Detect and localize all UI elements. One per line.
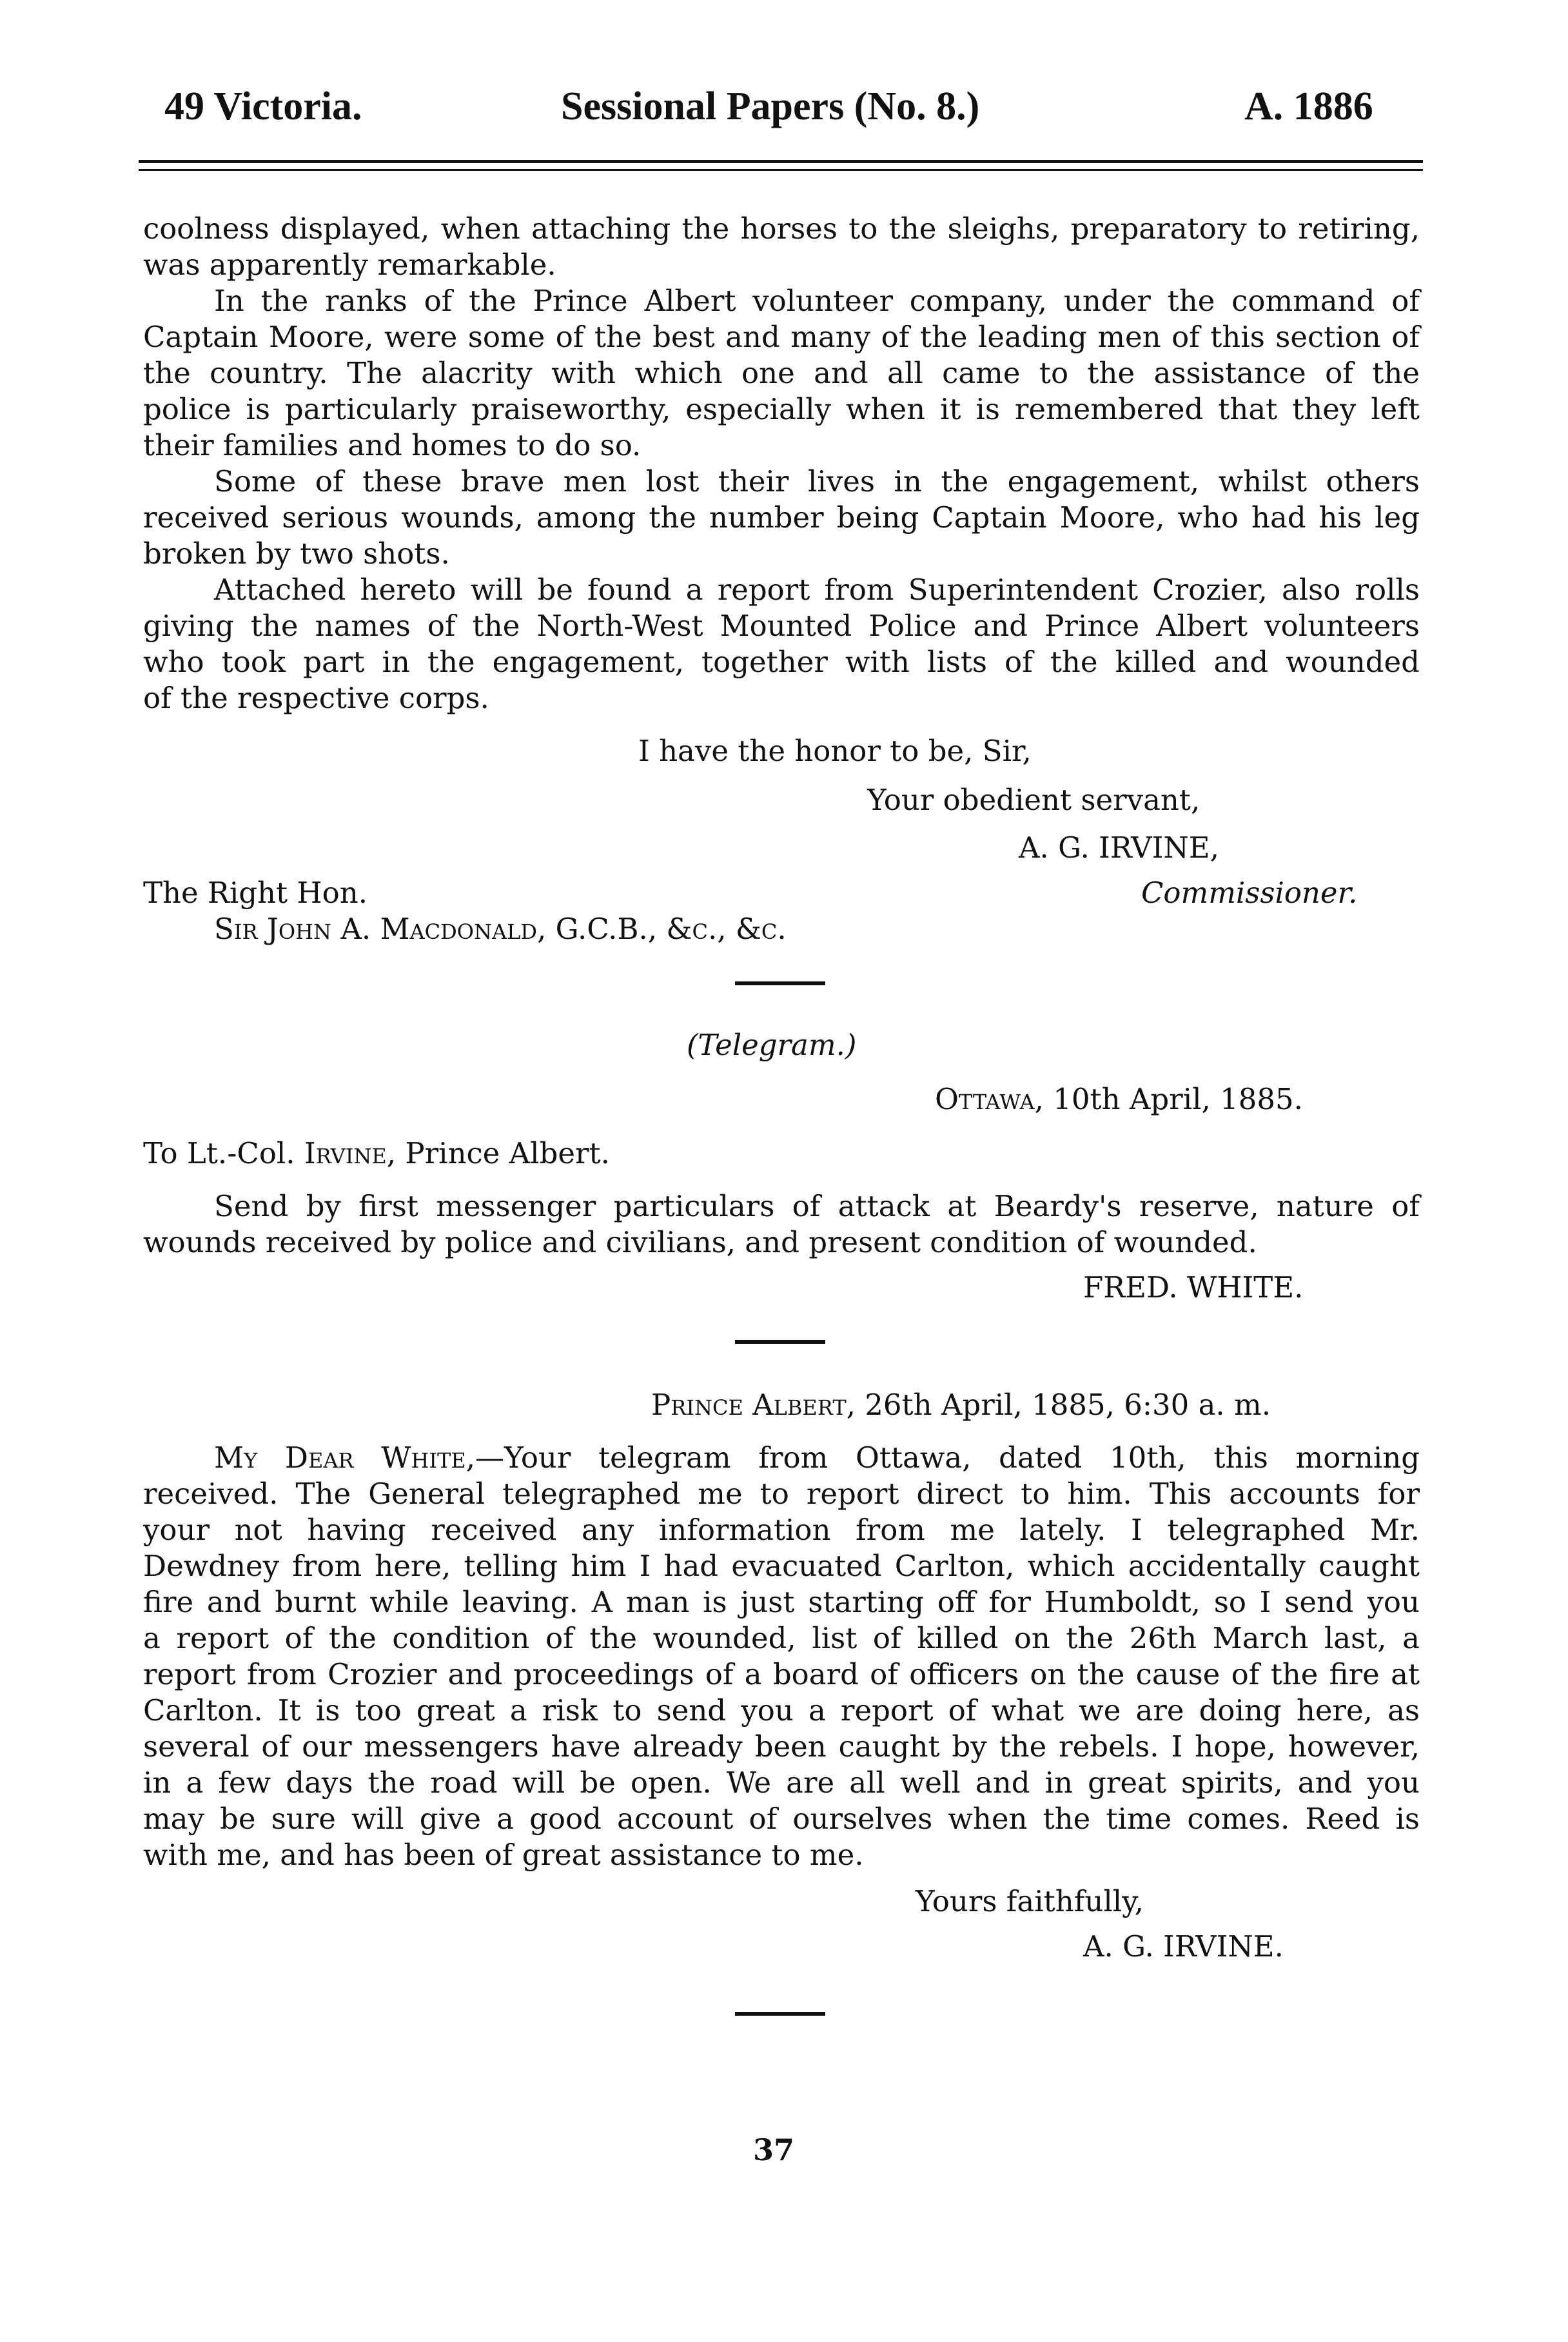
- letter2-closing: Yours faithfully,: [916, 1884, 1144, 1918]
- header-year: A. 1886: [1244, 84, 1373, 128]
- telegram-recipient: [143, 1135, 610, 1172]
- letter2-body-line: in a few days the road will be open. We are all well and in great spirits, and you: [143, 1766, 1420, 1800]
- letter2-date: 26th April, 1885, 6:30 a. m.: [855, 1388, 1271, 1422]
- letter1-para4-line: who took part in the engagement, together with lists of the killed and wounded: [143, 645, 1420, 679]
- letter2-signature: A. G. IRVINE.: [1083, 1929, 1284, 1963]
- header-title: Sessional Papers (No. 8.): [561, 84, 980, 128]
- letter1-para2-line: In the ranks of the Prince Albert volunteer company, under the command of: [214, 284, 1420, 318]
- section-separator: [735, 2012, 825, 2016]
- letter1-para3-line: received serious wounds, among the number being Captain Moore, who had his leg: [143, 500, 1420, 535]
- letter1-para4-line: giving the names of the North-West Mounted Police and Prince Albert volunteers: [143, 609, 1420, 643]
- header-rule-top: [139, 160, 1423, 163]
- letter1-para2-line: the country. The alacrity with which one and all came to the assistance of the: [143, 356, 1420, 390]
- letter1-closing-servant: Your obedient servant,: [867, 783, 1200, 817]
- letter1-para2-line: their families and homes to do so.: [143, 428, 642, 462]
- header-volume: 49 Victoria.: [164, 84, 362, 128]
- telegram-dateline: [935, 1081, 1303, 1117]
- letter1-signature: A. G. IRVINE,: [1019, 831, 1219, 865]
- letter1-closing: I have the honor to be, Sir,: [638, 734, 1032, 768]
- section-separator: [735, 1340, 825, 1344]
- telegram-body-line: wounds received by police and civilians, and present condition of wounded.: [143, 1225, 1257, 1259]
- letter1-addressee-name: Sir John A. Macdonald, G.C.B., &c., &c.: [214, 912, 787, 946]
- telegram-to-name: Irvine,: [304, 1136, 397, 1170]
- header-rule-bottom: [139, 169, 1423, 171]
- letter1-para2-line: Captain Moore, were some of the best and many of the leading men of this section of: [143, 320, 1420, 354]
- letter1-para3-line: Some of these brave men lost their lives in the engagement, whilst others: [214, 464, 1420, 498]
- telegram-date: 10th April, 1885.: [1043, 1082, 1303, 1116]
- letter1-signatory-title: Commissioner.: [1141, 876, 1358, 910]
- telegram-place: Ottawa,: [935, 1082, 1044, 1116]
- letter2-body-line: your not having received any information from me lately. I telegraphed Mr.: [143, 1513, 1420, 1547]
- letter2-body-line: Carlton. It is too great a risk to send you a report of what we are doing here, as: [143, 1693, 1420, 1727]
- telegram-signature: FRED. WHITE.: [1083, 1270, 1304, 1304]
- telegram-to-prefix: To Lt.-Col.: [143, 1136, 304, 1170]
- letter2-place: Prince Albert,: [651, 1388, 856, 1422]
- letter2-body-line: Dewdney from here, telling him I had evacuated Carlton, which accidentally caught: [143, 1549, 1420, 1583]
- section-separator: [735, 981, 825, 985]
- telegram-to-suffix: Prince Albert.: [396, 1136, 610, 1170]
- letter2-salutation: My Dear White,: [214, 1441, 476, 1475]
- letter2-body-line: may be sure will give a good account of ourselves when the time comes. Reed is: [143, 1802, 1420, 1836]
- letter2-body-line: several of our messengers have already been caught by the rebels. I hope, however,: [143, 1729, 1420, 1764]
- letter1-para4-line: of the respective corps.: [143, 681, 489, 715]
- letter1-continuation-line: coolness displayed, when attaching the horses to the sleighs, preparatory to retiring,: [143, 212, 1420, 246]
- letter2-body-line: fire and burnt while leaving. A man is just starting off for Humboldt, so I send you: [143, 1585, 1420, 1619]
- letter1-continuation-line: was apparently remarkable.: [143, 248, 556, 282]
- letter1-para4-line: Attached hereto will be found a report from Superintendent Crozier, also rolls: [214, 573, 1420, 607]
- letter2-first-text: —Your telegram from Ottawa, dated 10th, this morning: [475, 1441, 1420, 1475]
- telegram-heading: (Telegram.): [687, 1028, 857, 1062]
- letter2-first-line: [214, 1439, 1420, 1476]
- letter2-body-line: received. The General telegraphed me to report direct to him. This accounts for: [143, 1477, 1420, 1511]
- page-number: 37: [753, 2132, 795, 2167]
- letter2-body-line: with me, and has been of great assistance to me.: [143, 1838, 864, 1872]
- letter2-dateline: [651, 1386, 1271, 1423]
- letter2-body-line: a report of the condition of the wounded, list of killed on the 26th March last, a: [143, 1621, 1420, 1655]
- letter2-body-line: report from Crozier and proceedings of a board of officers on the cause of the fire at: [143, 1657, 1420, 1691]
- telegram-body-line: Send by first messenger particulars of attack at Beardy's reserve, nature of: [214, 1189, 1420, 1223]
- letter1-para3-line: broken by two shots.: [143, 536, 450, 571]
- letter1-para2-line: police is particularly praiseworthy, especially when it is remembered that they left: [143, 392, 1420, 426]
- letter1-addressee: The Right Hon.: [143, 876, 368, 910]
